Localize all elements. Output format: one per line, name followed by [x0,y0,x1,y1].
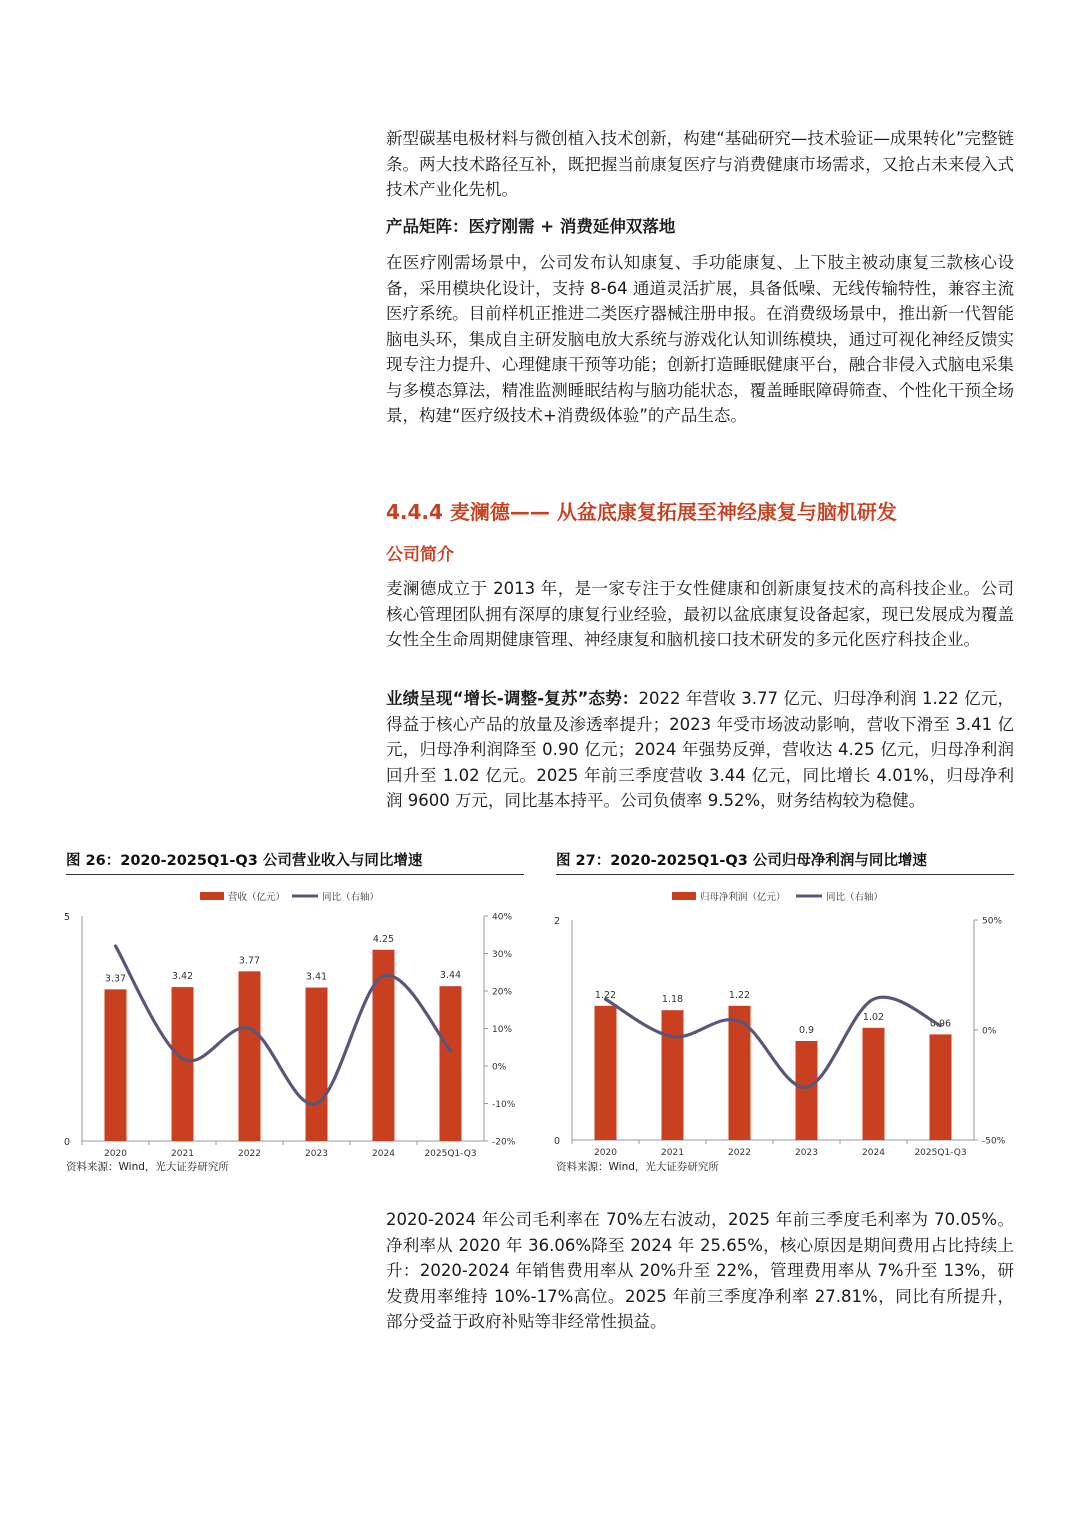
section-title: 4.4.4 麦澜德—— 从盆底康复拓展至神经康复与脑机研发 [386,500,897,524]
yoy-line [116,946,451,1104]
legend-line-label: 同比（右轴） [322,892,380,903]
bar [595,1006,617,1140]
bar [373,950,395,1141]
x-tick-label: 2020 [594,1148,617,1158]
performance-lead: 业绩呈现“增长-调整-复苏”态势： [386,689,639,708]
bar-value-label: 1.22 [594,989,617,1001]
bar-value-label: 4.25 [372,933,395,945]
bar-value-label: 3.77 [238,955,261,967]
right-tick-label: 0% [492,1062,507,1073]
product-text-block [386,250,1014,429]
x-tick-label: 2021 [171,1149,194,1159]
company-intro-paragraph: 麦澜德成立于 2013 年，是一家专注于女性健康和创新康复技术的高科技企业。公司核心管理团队拥有深厚的康复行业经验，最初以盆底康复设备起家，现已发展成为覆盖女性全生命周期健康管理、神经康复和脑机接口技术研发的多元化医疗科技企业。 [386,579,1014,649]
figure26-source: 资料来源：Wind，光大证券研究所 [66,1161,229,1173]
figure27-title: 图 27：2020-2025Q1-Q3 公司归母净利润与同比增速 [556,853,927,869]
x-tick-label: 2025Q1-Q3 [424,1149,477,1159]
performance-paragraph [386,686,1014,814]
bar [105,989,127,1141]
x-tick-label: 2023 [795,1148,818,1158]
left-tick-label: 0 [553,1136,560,1147]
company-intro-block [386,576,1014,653]
right-tick-label: 20% [492,987,513,998]
figure26-rule [66,874,524,875]
bar [440,986,462,1141]
bar-value-label: 0.96 [929,1018,952,1030]
left-tick-label: 2 [553,916,560,927]
margin-paragraph: 2020-2024 年公司毛利率在 70%左右波动，2025 年前三季度毛利率为 70.05%。净利率从 2020 年 36.06%降至 2024 年 25.65%，核心原因是期间费用占比持续上升：2020-2024 年销售费用率从 20%升至 22%，管理费用率从 7%升至 13%，研发费用率维持 10%-17%高位。2025 年前三季度净利率 27.81%，同比有所提升，部分受益于政府补贴等非经常性损益。 [386,1210,1014,1331]
legend-line-label: 同比（右轴） [826,892,884,903]
legend-bar-swatch [200,892,224,900]
performance-text: 2022 年营收 3.77 亿元、归母净利润 1.22 亿元，得益于核心产品的放量及渗透率提升；2023 年受市场波动影响，营收下滑至 3.41 亿元，归母净利润降至 0.90 亿元；2024 年强势反弹，营收达 4.25 亿元，归母净利润回升至 1.02 亿元。2025 年前三季度营收 3.44 亿元，同比增长 4.01%，归母净利润 9600 万元，同比基本持平。公司负债率 9.52%，财务结构较为稳健。 [386,689,1014,810]
intro-paragraph: 新型碳基电极材料与微创植入技术创新，构建“基础研究—技术验证—成果转化”完整链条。两大技术路径互补，既把握当前康复医疗与消费健康市场需求，又抢占未来侵入式技术产业化先机。 [386,129,1014,199]
performance-block [386,686,1014,814]
yoy-line [606,997,941,1087]
x-tick-label: 2021 [661,1148,684,1158]
product-heading: 产品矩阵：医疗刚需 + 消费延伸双落地 [386,217,676,236]
bar [863,1028,885,1140]
legend-bar-swatch [672,892,696,900]
revenue-chart [63,876,524,1159]
right-tick-label: 50% [982,916,1003,927]
bar-value-label: 3.44 [439,970,462,982]
left-tick-label: 0 [63,1137,70,1148]
bar-value-label: 1.18 [661,994,684,1006]
intro-block [386,126,1014,203]
bar [239,971,261,1141]
x-tick-label: 2020 [104,1149,127,1159]
right-tick-label: 40% [492,912,513,923]
company-intro-heading: 公司简介 [386,545,454,565]
left-tick-label: 5 [63,912,70,923]
x-tick-label: 2022 [728,1148,751,1158]
legend-bar-label: 归母净利润（亿元） [700,892,786,903]
bar-value-label: 3.42 [171,971,194,983]
bar-value-label: 3.37 [104,973,127,985]
right-tick-label: 0% [982,1026,997,1037]
x-tick-label: 2025Q1-Q3 [914,1148,967,1158]
figure27-source: 资料来源：Wind，光大证券研究所 [556,1161,719,1173]
figure27-rule [556,874,1014,875]
bar-value-label: 1.22 [728,989,751,1001]
x-tick-label: 2022 [238,1149,261,1159]
bar-value-label: 3.41 [305,971,328,983]
net-profit-chart [553,876,1014,1158]
right-tick-label: 30% [492,950,513,960]
bar [306,988,328,1141]
right-tick-label: -50% [982,1136,1006,1147]
right-tick-label: 10% [492,1025,513,1035]
bar [662,1010,684,1140]
x-tick-label: 2024 [862,1148,885,1158]
x-tick-label: 2024 [372,1149,395,1159]
bar [930,1034,952,1140]
bar-value-label: 1.02 [862,1011,885,1023]
bar [796,1041,818,1140]
product-block [386,214,1014,240]
product-paragraph: 在医疗刚需场景中，公司发布认知康复、手功能康复、上下肢主被动康复三款核心设备，采用模块化设计，支持 8-64 通道灵活扩展，具备低噪、无线传输特性，兼容主流医疗系统。目前样机正推进二类医疗器械注册申报。在消费级场景中，推出新一代智能脑电头环，集成自主研发脑电放大系统与游戏化认知训练模块，通过可视化神经反馈实现专注力提升、心理健康干预等功能；创新打造睡眠健康平台，融合非侵入式脑电采集与多模态算法，精准监测睡眠结构与脑功能状态，覆盖睡眠障碍筛查、个性化干预全场景，构建“医疗级技术+消费级体验”的产品生态。 [386,253,1014,425]
bar [172,987,194,1141]
bar-value-label: 0.9 [798,1025,815,1036]
legend-bar-label: 营收（亿元） [228,892,286,903]
margin-block [386,1207,1014,1335]
right-tick-label: -10% [492,1100,516,1110]
x-tick-label: 2023 [305,1149,328,1159]
right-tick-label: -20% [492,1137,516,1148]
figure26-title: 图 26：2020-2025Q1-Q3 公司营业收入与同比增速 [66,853,423,869]
